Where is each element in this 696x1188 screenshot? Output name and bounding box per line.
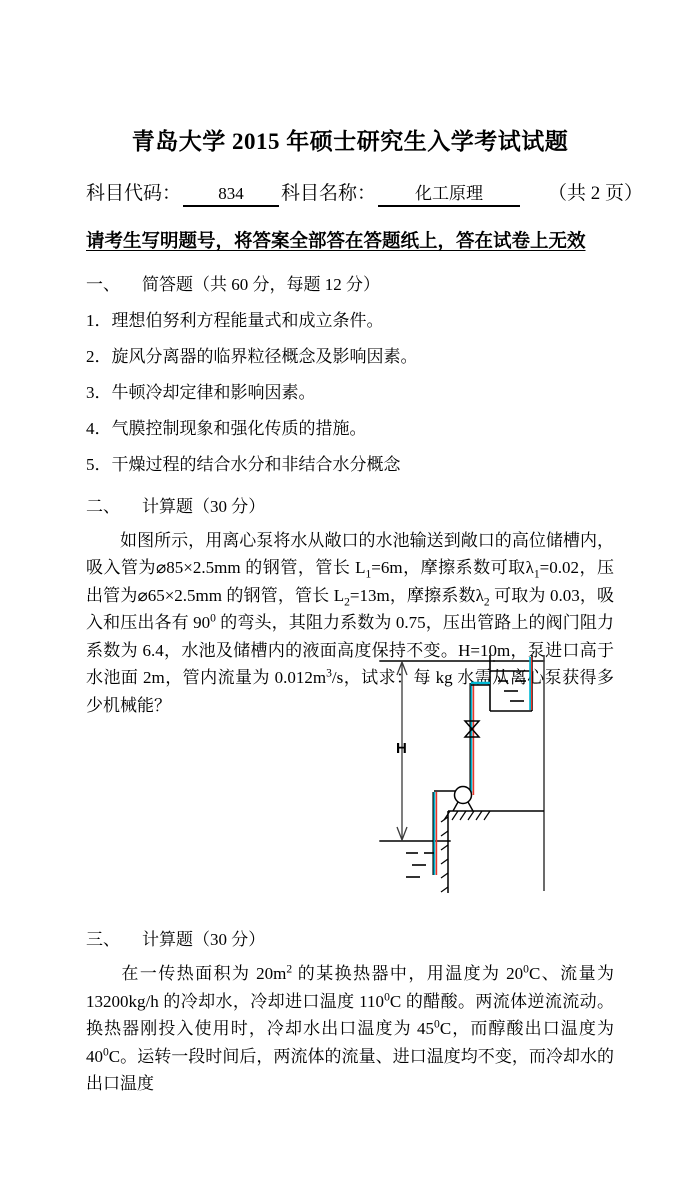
- pump-system-diagram: [372, 645, 622, 900]
- heat-problem-line-3a: 热器刚投入使用时，冷却水出口温度为 45: [104, 1019, 435, 1039]
- pipe-length-1-subscript: 1: [365, 567, 372, 581]
- problem-line-3c: 可取为 0.03，吸入和压: [86, 585, 615, 633]
- problem-line-3a: 为⌀65×2.5mm 的钢管，管长 L: [120, 585, 345, 605]
- problem-line-2b: =6m，摩擦系数可取λ: [371, 558, 534, 578]
- lambda-1-subscript: 1: [533, 567, 540, 581]
- question-item: 5．干燥过程的结合水分和非结合水分概念: [86, 454, 401, 474]
- problem-line-4b: 的弯头，其阻力系数为 0.75，压出管路上的阀门阻力系数为 6.4，: [86, 613, 615, 660]
- section-two-heading: [86, 492, 614, 517]
- page-content: [86, 0, 644, 719]
- subject-name-label: 科目名称：: [281, 182, 377, 204]
- subject-name-value: 化工原理: [378, 179, 520, 207]
- pump-body: [455, 787, 472, 804]
- pump-leg-left: [453, 802, 458, 811]
- subject-info-line: [86, 178, 644, 207]
- problem-line-6b: /s，试求：每 kg 水需从离心泵获得多少机械能？: [86, 668, 614, 715]
- height-label: H: [396, 740, 407, 757]
- exam-notice: 请考生写明题号，将答案全部答在答题纸上，答在试卷上无效: [86, 231, 586, 252]
- pump-leg-right: [468, 802, 473, 811]
- heat-problem-line-4: 运转一段时间后，两流体的流量、进口温度均不变，而冷却水的出口温度: [86, 1046, 615, 1094]
- section-three-block: [86, 925, 614, 1098]
- heat-problem-line-2a: 13200kg/h 的冷却水，冷却进口温度 110: [86, 991, 385, 1011]
- lambda-2-subscript: 2: [483, 595, 490, 609]
- centrifugal-pump: [453, 787, 473, 812]
- subject-code-label: 科目代码：: [86, 182, 182, 204]
- area-superscript: 2: [286, 962, 293, 976]
- high-level-storage-tank: [490, 655, 532, 711]
- heat-problem-line-2b: C 的醋酸。两流体逆流流动。换: [86, 991, 615, 1039]
- heat-problem-line-3c: C。: [108, 1046, 138, 1066]
- section-one-heading: [86, 270, 614, 295]
- section-two-title: 计算题（30 分）: [142, 496, 266, 516]
- heat-problem-line-1a: 在一传热面积为 20m: [120, 964, 287, 983]
- page-count: （共 2 页）: [548, 182, 644, 204]
- pipe-length-2-subscript: 2: [344, 595, 350, 609]
- problem-line-6a: 内流量为 0.012m: [200, 668, 327, 688]
- tank-liquid-marks: [498, 681, 526, 701]
- heat-problem-line-3b: C，而醇酸出口温度为 40: [86, 1019, 614, 1066]
- discharge-pipe: [470, 683, 490, 795]
- question-item: 3．牛顿冷却定律和影响因素。: [86, 382, 316, 402]
- section-two-number: 二、: [86, 496, 120, 516]
- heat-problem-line-1b: 的某换热器中，用温度为 20: [292, 964, 524, 983]
- problem-line-2c: =0.02，压出管: [86, 558, 615, 605]
- pool-wall-hatching: [441, 817, 448, 892]
- section-one-title: 简答题（共 60 分，每题 12 分）: [142, 274, 380, 294]
- subject-code-value: 834: [183, 184, 279, 207]
- section-one-number: 一、: [86, 274, 120, 294]
- degree-superscript: 0: [384, 989, 390, 1003]
- section-three-title: 计算题（30 分）: [142, 930, 266, 949]
- degree-superscript: 0: [434, 1017, 440, 1031]
- ground-hatching: [444, 811, 490, 820]
- page-title: 青岛大学 2015 年硕士研究生入学考试试题: [131, 129, 569, 154]
- question-item: 1．理想伯努利方程能量式和成立条件。: [86, 310, 384, 330]
- problem-line-3b: =13m，摩擦系数λ: [349, 585, 484, 605]
- heat-problem-line-1c: C、流量为: [528, 964, 615, 983]
- pool-liquid-marks: [406, 853, 434, 877]
- question-item: 2．旋风分离器的临界粒径概念及影响因素。: [86, 346, 418, 366]
- degree-superscript: 0: [103, 1044, 109, 1058]
- cubic-superscript: 3: [326, 666, 332, 680]
- section-three-heading: [86, 925, 614, 950]
- section-three-number: 三、: [86, 930, 120, 949]
- problem-line-5: 水池及储槽内的液面高度保持不变。H=10m，泵进口高于水池面 2m，管: [86, 640, 615, 688]
- problem-line-1: 如图所示，用离心泵将水从敞口的水池输送到敞口的高位储槽内，吸: [86, 530, 614, 578]
- degree-superscript: 0: [210, 611, 216, 625]
- degree-superscript: 0: [523, 962, 529, 976]
- problem-line-4a: 出各有 90: [137, 613, 211, 633]
- question-item: 4．气膜控制现象和强化传质的措施。: [86, 418, 367, 438]
- problem-line-2a: 入管为⌀85×2.5mm 的钢管，管长 L: [103, 558, 366, 578]
- section-three-body: [86, 960, 614, 1098]
